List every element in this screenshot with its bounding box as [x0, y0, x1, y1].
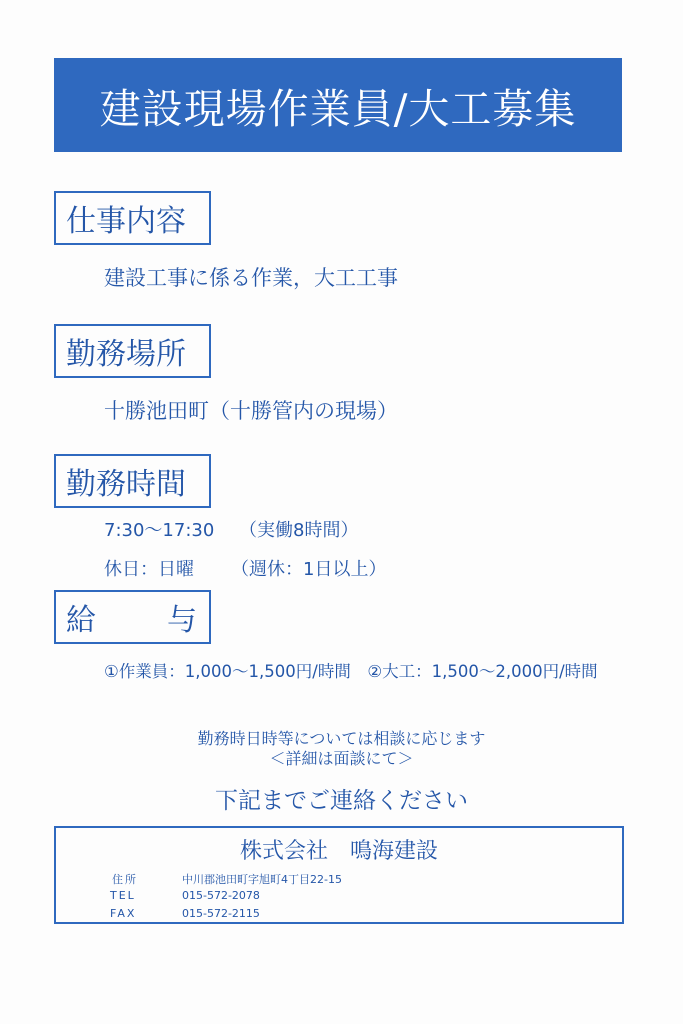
hours-heading-box — [54, 454, 211, 508]
salary-rates: ①作業員：1,000〜1,500円/時間 ②大工：1,500〜2,000円/時間 — [104, 662, 598, 681]
tel-label: TEL — [110, 889, 136, 902]
salary-heading-part2: 与 — [167, 603, 197, 638]
job-heading-box — [54, 191, 211, 245]
title-banner — [54, 58, 622, 152]
consultation-note: 勤務時日時等については相談に応じます — [197, 729, 486, 748]
address-label: 住所 — [112, 873, 138, 886]
holiday-label: 休日：日曜 — [104, 559, 194, 580]
tel-value: 015-572-2078 — [182, 889, 260, 902]
fax-label: FAX — [110, 907, 137, 920]
location-heading: 勤務場所 — [66, 337, 186, 372]
interview-note: ＜詳細は面談にて＞ — [269, 749, 414, 768]
contact-prompt: 下記までご連絡ください — [215, 788, 468, 814]
page-title: 建設現場作業員/大工募集 — [99, 84, 577, 133]
fax-value: 015-572-2115 — [182, 907, 260, 920]
job-description: 建設工事に係る作業，大工工事 — [104, 266, 398, 290]
location-description: 十勝池田町（十勝管内の現場） — [104, 399, 398, 423]
work-time-note: （実働8時間） — [239, 520, 359, 541]
work-time: 7:30〜17:30 — [104, 520, 215, 541]
location-heading-box — [54, 324, 211, 378]
hours-heading: 勤務時間 — [66, 467, 186, 502]
salary-heading-part1: 給 — [66, 603, 96, 638]
address-value: 中川郡池田町字旭町4丁目22-15 — [182, 873, 342, 886]
company-name: 株式会社 鳴海建設 — [239, 839, 438, 864]
job-heading: 仕事内容 — [66, 204, 186, 239]
company-info-box — [54, 826, 624, 924]
holiday-note: （週休：1日以上） — [231, 559, 387, 580]
salary-heading-box — [54, 590, 211, 644]
